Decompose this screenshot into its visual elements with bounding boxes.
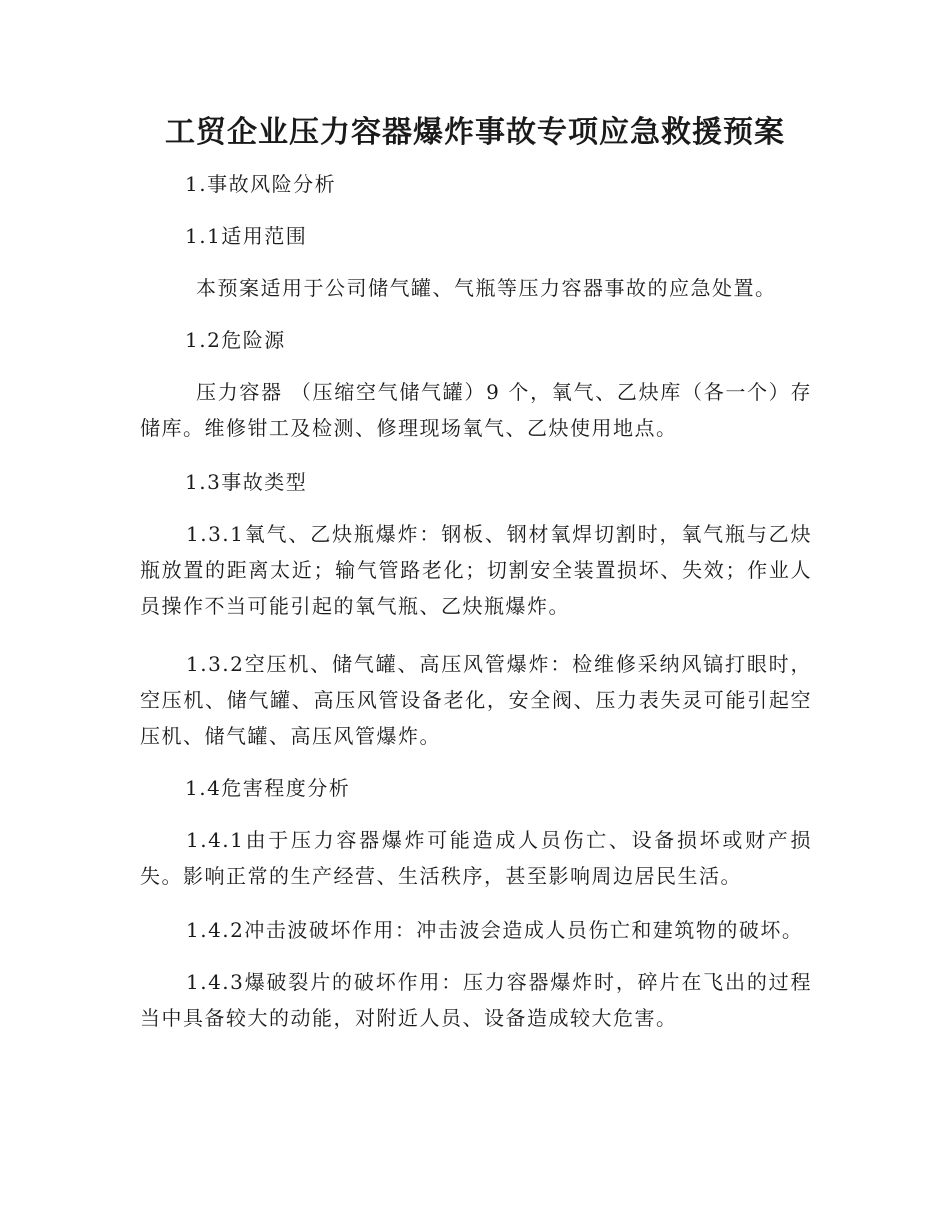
document-title: 工贸企业压力容器爆炸事故专项应急救援预案 [165, 115, 785, 150]
section-heading-1-1: 1.1适用范围 [185, 224, 308, 248]
paragraph-harm-2: 1.4.2冲击波破坏作用：冲击波会造成人员伤亡和建筑物的破坏。 [186, 918, 804, 942]
section-heading-1: 1.事故风险分析 [185, 172, 337, 196]
paragraph-hazard-sources: 压力容器 （压缩空气储气罐）9 个，氧气、乙炔库（各一个）存储库。维修钳工及检测、修理现场氧气、乙炔使用地点。 [140, 380, 812, 440]
paragraph-harm-1: 1.4.1由于压力容器爆炸可能造成人员伤亡、设备损坏或财产损失。影响正常的生产经营、生活秩序，甚至影响周边居民生活。 [140, 828, 812, 888]
section-heading-1-3: 1.3事故类型 [185, 470, 308, 494]
paragraph-accident-type-1: 1.3.1氧气、乙炔瓶爆炸：钢板、钢材氧焊切割时，氧气瓶与乙炔瓶放置的距离太近；输气管路老化；切割安全装置损坏、失效；作业人员操作不当可能引起的氧气瓶、乙炔瓶爆炸。 [140, 522, 812, 618]
section-heading-1-2: 1.2危险源 [185, 328, 286, 352]
section-heading-1-4: 1.4危害程度分析 [185, 776, 351, 800]
paragraph-scope: 本预案适用于公司储气罐、气瓶等压力容器事故的应急处置。 [196, 276, 777, 300]
paragraph-harm-3: 1.4.3爆破裂片的破坏作用：压力容器爆炸时，碎片在飞出的过程当中具备较大的动能，对附近人员、设备造成较大危害。 [140, 970, 812, 1030]
paragraph-accident-type-2: 1.3.2空压机、储气罐、高压风管爆炸：检维修采纳风镐打眼时，空压机、储气罐、高压风管设备老化，安全阀、压力表失灵可能引起空压机、储气罐、高压风管爆炸。 [140, 652, 812, 748]
